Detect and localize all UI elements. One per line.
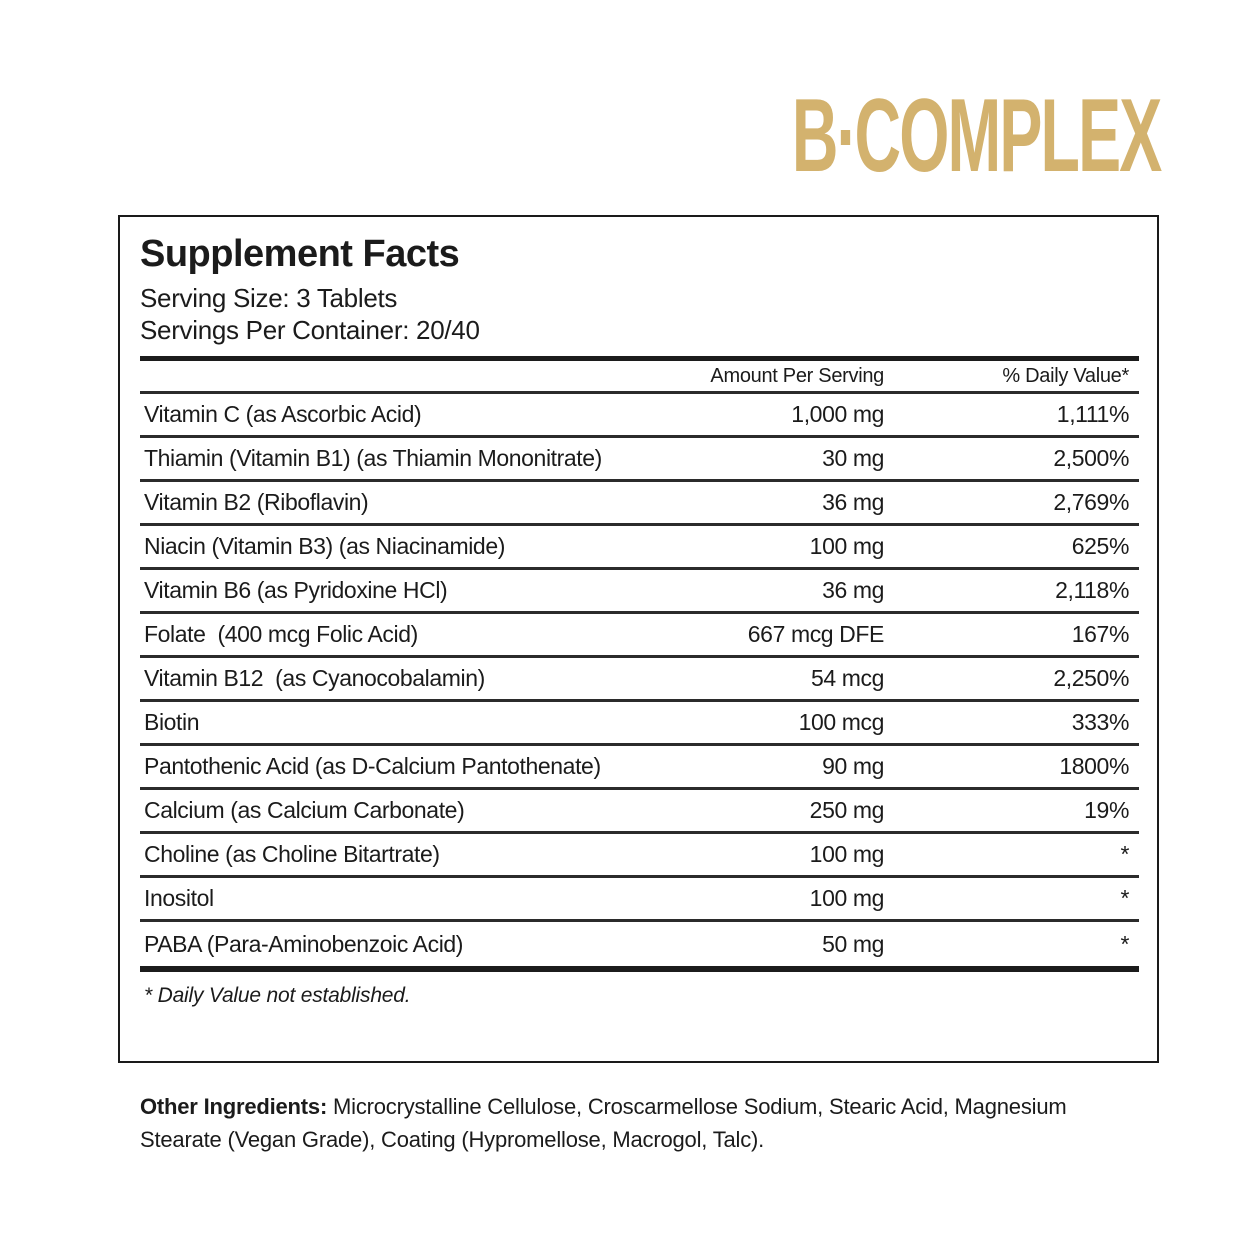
nutrient-amount: 100 mg (809, 885, 884, 912)
nutrient-name: Thiamin (Vitamin B1) (as Thiamin Mononitrate) (144, 445, 602, 472)
nutrient-name: PABA (Para-Aminobenzoic Acid) (144, 930, 464, 957)
amount-per-serving-header: Amount Per Serving (710, 364, 884, 387)
nutrient-name: Calcium (as Calcium Carbonate) (144, 797, 465, 824)
nutrient-daily-value: 2,769% (1053, 489, 1129, 516)
nutrient-amount: 50 mg (822, 930, 884, 957)
nutrient-name: Folate (400 mcg Folic Acid) (144, 621, 418, 648)
nutrient-name: Vitamin B2 (Riboflavin) (144, 489, 369, 516)
logo-suffix: COMPLEX (854, 78, 1160, 194)
logo-prefix: B (791, 78, 837, 194)
table-row (140, 746, 1139, 790)
other-ingredients-text: Microcrystalline Cellulose, Croscarmellose Sodium, Stearic Acid, Magnesium Stearate (Vegan Grade), Coating (Hypromellose, Macrogol, Talc). (140, 1094, 1067, 1152)
table-row (140, 570, 1139, 614)
serving-size: Serving Size: 3 Tablets (140, 282, 398, 313)
nutrient-amount: 667 mcg DFE (747, 621, 884, 648)
nutrient-daily-value: 1,111% (1056, 401, 1129, 428)
nutrient-name: Choline (as Choline Bitartrate) (144, 841, 440, 868)
table-row (140, 526, 1139, 570)
nutrient-amount: 54 mcg (810, 665, 884, 692)
table-row (140, 438, 1139, 482)
facts-rows (140, 394, 1139, 966)
nutrient-amount: 100 mg (809, 533, 884, 560)
nutrient-amount: 100 mg (809, 841, 884, 868)
nutrient-daily-value: 2,500% (1053, 445, 1129, 472)
other-ingredients (140, 1090, 1100, 1156)
nutrient-amount: 100 mcg (798, 709, 884, 736)
nutrient-amount: 30 mg (822, 445, 884, 472)
brand-logo (791, 78, 1160, 194)
nutrient-daily-value: 2,118% (1055, 577, 1129, 604)
serving-info (140, 282, 1139, 346)
table-row (140, 702, 1139, 746)
daily-value-header: % Daily Value* (1002, 364, 1129, 387)
nutrient-daily-value: * (1120, 930, 1129, 957)
nutrient-name: Vitamin B6 (as Pyridoxine HCl) (144, 577, 448, 604)
panel-title: Supplement Facts (140, 233, 460, 275)
nutrient-daily-value: 625% (1071, 533, 1129, 560)
nutrient-amount: 90 mg (822, 753, 884, 780)
nutrient-name: Inositol (144, 885, 214, 912)
table-row (140, 834, 1139, 878)
nutrient-name: Vitamin C (as Ascorbic Acid) (144, 401, 422, 428)
nutrient-daily-value: * (1120, 885, 1129, 912)
nutrient-daily-value: * (1120, 841, 1129, 868)
nutrient-daily-value: 167% (1071, 621, 1129, 648)
other-ingredients-label: Other Ingredients: (140, 1094, 328, 1119)
table-row (140, 878, 1139, 922)
nutrient-daily-value: 19% (1084, 797, 1129, 824)
facts-header-row (140, 361, 1139, 394)
nutrient-amount: 1,000 mg (791, 401, 884, 428)
nutrient-name: Pantothenic Acid (as D-Calcium Pantothenate) (144, 753, 601, 780)
divider-thick-bottom (140, 966, 1139, 972)
table-row (140, 394, 1139, 438)
nutrient-name: Vitamin B12 (as Cyanocobalamin) (144, 665, 485, 692)
nutrient-name: Niacin (Vitamin B3) (as Niacinamide) (144, 533, 505, 560)
square-dot-separator (841, 130, 850, 145)
table-row (140, 614, 1139, 658)
nutrient-amount: 250 mg (809, 797, 884, 824)
nutrient-amount: 36 mg (822, 577, 884, 604)
table-row (140, 482, 1139, 526)
table-row (140, 922, 1139, 966)
nutrient-daily-value: 2,250% (1053, 665, 1129, 692)
servings-per-container: Servings Per Container: 20/40 (140, 314, 480, 345)
nutrient-name: Biotin (144, 709, 200, 736)
table-row (140, 658, 1139, 702)
daily-value-footnote: * Daily Value not established. (144, 984, 411, 1008)
nutrient-amount: 36 mg (822, 489, 884, 516)
nutrient-daily-value: 1800% (1059, 753, 1129, 780)
supplement-facts-panel (118, 215, 1159, 1063)
nutrient-daily-value: 333% (1071, 709, 1129, 736)
table-row (140, 790, 1139, 834)
